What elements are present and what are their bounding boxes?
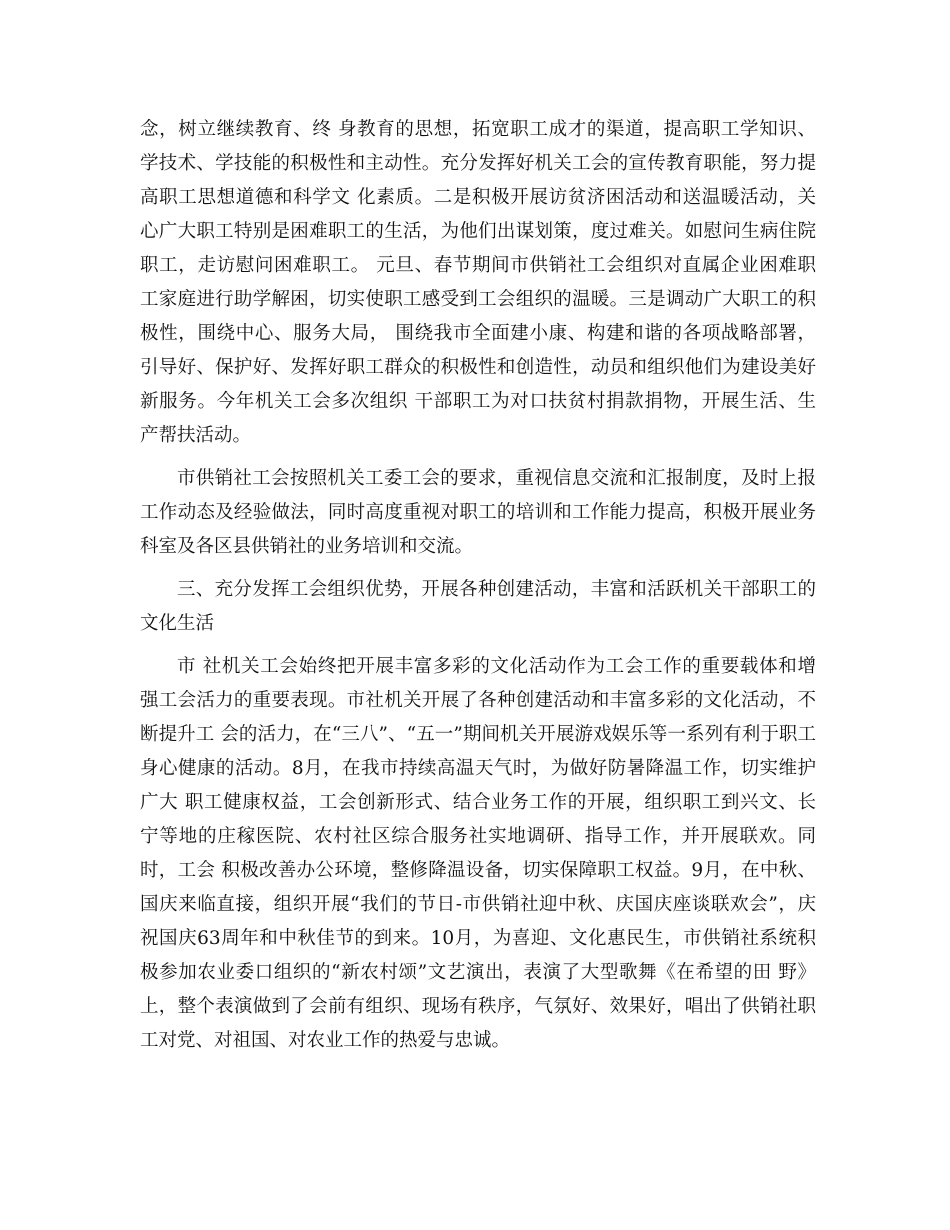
text-line: 科室及各区县供销社的业务培训和交流。 (140, 536, 474, 557)
text-line: 时，工会 积极改善办公环境，整修降温设备，切实保障职工权益。9月，在中秋、 (140, 860, 816, 881)
section-heading-line: 文化生活 (140, 613, 215, 634)
text-line: 新服务。今年机关工会多次组织 干部职工为对口扶贫村捐款捐物，开展生活、生 (140, 391, 816, 412)
text-line: 产帮扶活动。 (140, 425, 252, 446)
text-line: 工作动态及经验做法，同时高度重视对职工的培训和工作能力提高，积极开展业务 (140, 502, 816, 523)
text-line: 上，整个表演做到了会前有组织、现场有秩序，气氛好、效果好，唱出了供销社职 (140, 996, 816, 1017)
text-line: 祝国庆63周年和中秋佳节的到来。10月，为喜迎、文化惠民生，市供销社系统积 (140, 928, 816, 949)
section-heading-3 (140, 573, 816, 641)
text-line: 强工会活力的重要表现。市社机关开展了各种创建活动和丰富多彩的文化活动，不 (140, 690, 816, 711)
text-line: 广大 职工健康权益，工会创新形式、结合业务工作的开展，组织职工到兴文、长 (140, 792, 816, 813)
text-line: 市 社机关工会始终把开展丰富多彩的文化活动作为工会工作的重要载体和增 (177, 656, 816, 677)
text-line: 身心健康的活动。8月，在我市持续高温天气时，为做好防暑降温工作，切实维护 (140, 758, 816, 779)
text-line: 极参加农业委口组织的“新农村颂”文艺演出，表演了大型歌舞《在希望的田 野》 (140, 962, 816, 983)
section-heading-line: 三、充分发挥工会组织优势，开展各种创建活动，丰富和活跃机关干部职工的 (177, 579, 816, 600)
text-line: 极性，围绕中心、服务大局， 围绕我市全面建小康、构建和谐的各项战略部署， (140, 323, 816, 344)
paragraph-1 (140, 113, 816, 453)
text-line: 念，树立继续教育、终 身教育的思想，拓宽职工成才的渠道，提高职工学知识、 (140, 119, 816, 140)
text-line: 断提升工 会的活力，在“三八”、“五一”期间机关开展游戏娱乐等一系列有利于职工 (140, 724, 816, 745)
text-line: 国庆来临直接，组织开展“我们的节日-市供销社迎中秋、庆国庆座谈联欢会”，庆 (140, 894, 816, 915)
text-line: 引导好、保护好、发挥好职工群众的积极性和创造性，动员和组织他们为建设美好 (140, 357, 816, 378)
text-line: 心广大职工特别是困难职工的生活，为他们出谋划策，度过难关。如慰问生病住院 (140, 221, 816, 242)
text-line: 宁等地的庄稼医院、农村社区综合服务社实地调研、指导工作，并开展联欢。同 (140, 826, 816, 847)
text-line: 职工，走访慰问困难职工。 元旦、春节期间市供销社工会组织对直属企业困难职 (140, 255, 816, 276)
text-line: 工对党、对祖国、对农业工作的热爱与忠诚。 (140, 1030, 511, 1051)
paragraph-2 (140, 462, 816, 564)
text-line: 市供销社工会按照机关工委工会的要求，重视信息交流和汇报制度，及时上报 (177, 468, 816, 489)
document-body (140, 113, 816, 1058)
text-line: 高职工思想道德和科学文 化素质。二是积极开展访贫济困活动和送温暖活动，关 (140, 187, 816, 208)
paragraph-4 (140, 650, 816, 1058)
text-line: 工家庭进行助学解困，切实使职工感受到工会组织的温暖。三是调动广大职工的积 (140, 289, 816, 310)
text-line: 学技术、学技能的积极性和主动性。充分发挥好机关工会的宣传教育职能，努力提 (140, 153, 816, 174)
